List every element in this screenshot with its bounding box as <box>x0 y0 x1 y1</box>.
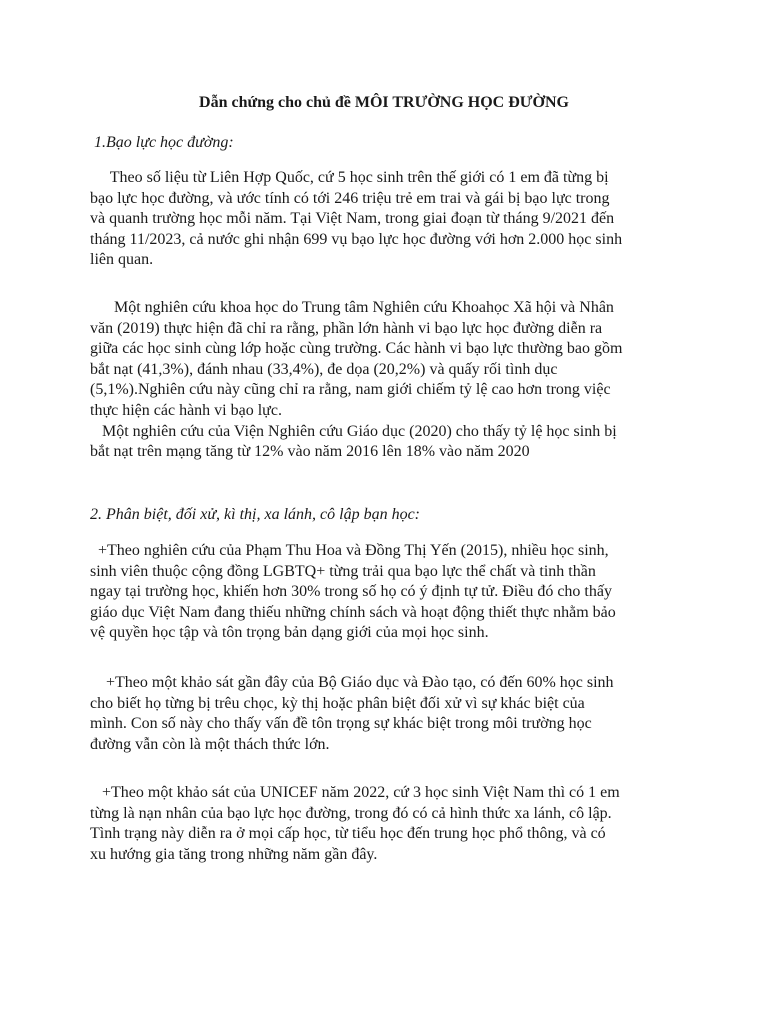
section-1-paragraph-2 <box>90 298 690 463</box>
text-line: Một nghiên cứu của Viện Nghiên cứu Giáo dục (2020) cho thấy tỷ lệ học sinh bị <box>90 422 617 440</box>
text-line: giáo dục Việt Nam đang thiếu những chính sách và hoạt động thiết thực nhằm bảo <box>90 603 616 621</box>
text-line: cho biết họ từng bị trêu chọc, kỳ thị hoặc phân biệt đối xử vì sự khác biệt của <box>90 694 585 712</box>
text-line: +Theo nghiên cứu của Phạm Thu Hoa và Đồng Thị Yến (2015), nhiều học sinh, <box>90 542 609 559</box>
section-1-heading: 1.Bạo lực học đường: <box>94 134 234 151</box>
text-line: tháng 11/2023, cả nước ghi nhận 699 vụ bạo lực học đường với hơn 2.000 học sinh <box>90 230 623 248</box>
text-line: Tình trạng này diễn ra ở mọi cấp học, từ tiểu học đến trung học phổ thông, và có <box>90 825 606 843</box>
text-line: vệ quyền học tập và tôn trọng bản dạng giới của mọi học sinh. <box>90 624 489 642</box>
text-line: +Theo một khảo sát gần đây của Bộ Giáo dục và Đào tạo, có đến 60% học sinh <box>90 674 614 691</box>
text-line: (5,1%).Nghiên cứu này cũng chỉ ra rằng, nam giới chiếm tỷ lệ cao hơn trong việc <box>90 381 611 399</box>
text-line: +Theo một khảo sát của UNICEF năm 2022, cứ 3 học sinh Việt Nam thì có 1 em <box>90 784 620 801</box>
text-line: văn (2019) thực hiện đã chỉ ra rằng, phần lớn hành vi bạo lực học đường diễn ra <box>90 319 603 337</box>
text-line: mình. Con số này cho thấy vấn đề tôn trọng sự khác biệt trong môi trường học <box>90 715 592 733</box>
section-2-paragraph-1 <box>90 541 690 644</box>
text-line: Theo số liệu từ Liên Hợp Quốc, cứ 5 học sinh trên thế giới có 1 em đã từng bị <box>90 169 609 186</box>
section-2-paragraph-3 <box>90 783 690 865</box>
text-line: giữa các học sinh cùng lớp hoặc cùng trường. Các hành vi bạo lực thường bao gồm <box>90 340 623 358</box>
text-line: xu hướng gia tăng trong những năm gần đây. <box>90 845 378 863</box>
text-line: từng là nạn nhân của bạo lực học đường, trong đó có cả hình thức xa lánh, cô lập. <box>90 804 612 822</box>
text-line: ngay tại trường học, khiến hơn 30% trong số họ có ý định tự tử. Điều đó cho thấy <box>90 583 612 601</box>
document-title: Dẫn chứng cho chủ đề MÔI TRƯỜNG HỌC ĐƯỜNG <box>199 94 569 111</box>
section-1-paragraph-1 <box>90 168 690 271</box>
text-line: đường vẫn còn là một thách thức lớn. <box>90 735 330 753</box>
text-line: thực hiện các hành vi bạo lực. <box>90 401 282 419</box>
section-2-paragraph-2 <box>90 673 690 755</box>
text-line: bắt nạt trên mạng tăng từ 12% vào năm 2016 lên 18% vào năm 2020 <box>90 443 530 461</box>
text-line: sinh viên thuộc cộng đồng LGBTQ+ từng trải qua bạo lực thể chất và tinh thần <box>90 562 596 580</box>
section-2-heading: 2. Phân biệt, đối xử, kì thị, xa lánh, cô lập bạn học: <box>90 506 420 523</box>
text-line: Một nghiên cứu khoa học do Trung tâm Nghiên cứu Khoahọc Xã hội và Nhân <box>90 299 614 316</box>
text-line: bắt nạt (41,3%), đánh nhau (33,4%), đe dọa (20,2%) và quấy rối tình dục <box>90 360 558 378</box>
text-line: liên quan. <box>90 251 154 269</box>
text-line: và quanh trường học mỗi năm. Tại Việt Nam, trong giai đoạn từ tháng 9/2021 đến <box>90 210 615 228</box>
text-line: bạo lực học đường, và ước tính có tới 246 triệu trẻ em trai và gái bị bạo lực trong <box>90 189 610 207</box>
